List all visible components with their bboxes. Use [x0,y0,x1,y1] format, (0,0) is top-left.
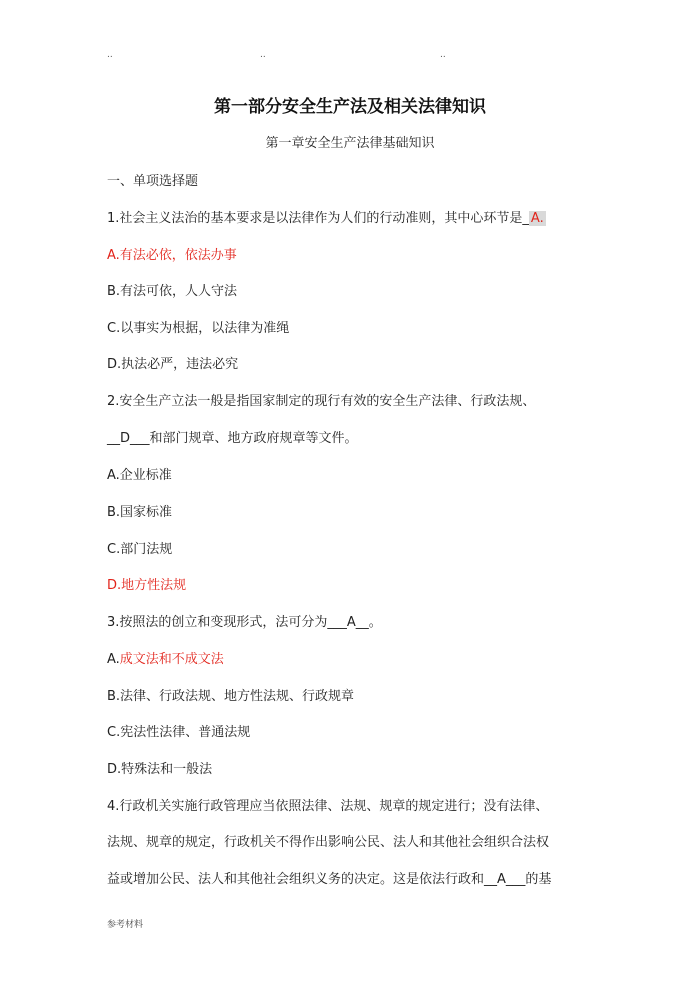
page-footer: 参考材料 [107,920,144,930]
question-4-line-2: 法规、规章的规定，行政机关不得作出影响公民、法人和其他社会组织合法权 [107,835,550,850]
page-title: 第一部分安全生产法及相关法律知识 [214,97,486,117]
question-3-option-a-text: 成文法和不成文法 [119,652,224,667]
question-1-option-b: B.有法可依，人人守法 [107,284,238,299]
question-3-option-b: B.法律、行政法规、地方性法规、行政规章 [107,689,355,704]
question-1-option-a: A.有法必依，依法办事 [107,248,237,263]
question-1-option-c: C.以事实为根据，以法律为准绳 [107,321,290,336]
question-1-text: 1.社会主义法治的基本要求是以法律作为人们的行动准则，其中心环节是_ [107,211,529,226]
question-3-option-a [107,648,224,667]
question-4-line-1: 4.行政机关实施行政管理应当依照法律、法规、规章的规定进行；没有法律、 [107,799,549,814]
header-mark: .. [260,50,266,60]
question-1-answer: A. [530,211,544,226]
question-3-option-d: D.特殊法和一般法 [107,762,213,777]
question-3-option-a-prefix: A. [107,652,120,667]
question-2-option-a: A.企业标准 [107,468,172,483]
question-2-option-b: B.国家标准 [107,505,173,520]
question-2-option-c: C.部门法规 [107,542,173,557]
section-heading: 一、单项选择题 [107,174,199,189]
header-mark: .. [440,50,446,60]
header-mark: .. [107,50,113,60]
question-1 [107,207,546,226]
chapter-title: 第一章安全生产法律基础知识 [265,136,435,151]
question-3-option-c: C.宪法性法律、普通法规 [107,725,251,740]
question-2-option-d: D.地方性法规 [107,578,187,593]
question-4-line-3: 益或增加公民、法人和其他社会组织义务的决定。这是依法行政和__A___的基 [107,872,552,887]
question-2-line-2: __D___和部门规章、地方政府规章等文件。 [107,431,358,446]
question-3-text: 3.按照法的创立和变现形式，法可分为___A__。 [107,615,382,630]
question-1-option-d: D.执法必严，违法必究 [107,357,239,372]
question-2-line-1: 2.安全生产立法一般是指国家制定的现行有效的安全生产法律、行政法规、 [107,394,536,409]
